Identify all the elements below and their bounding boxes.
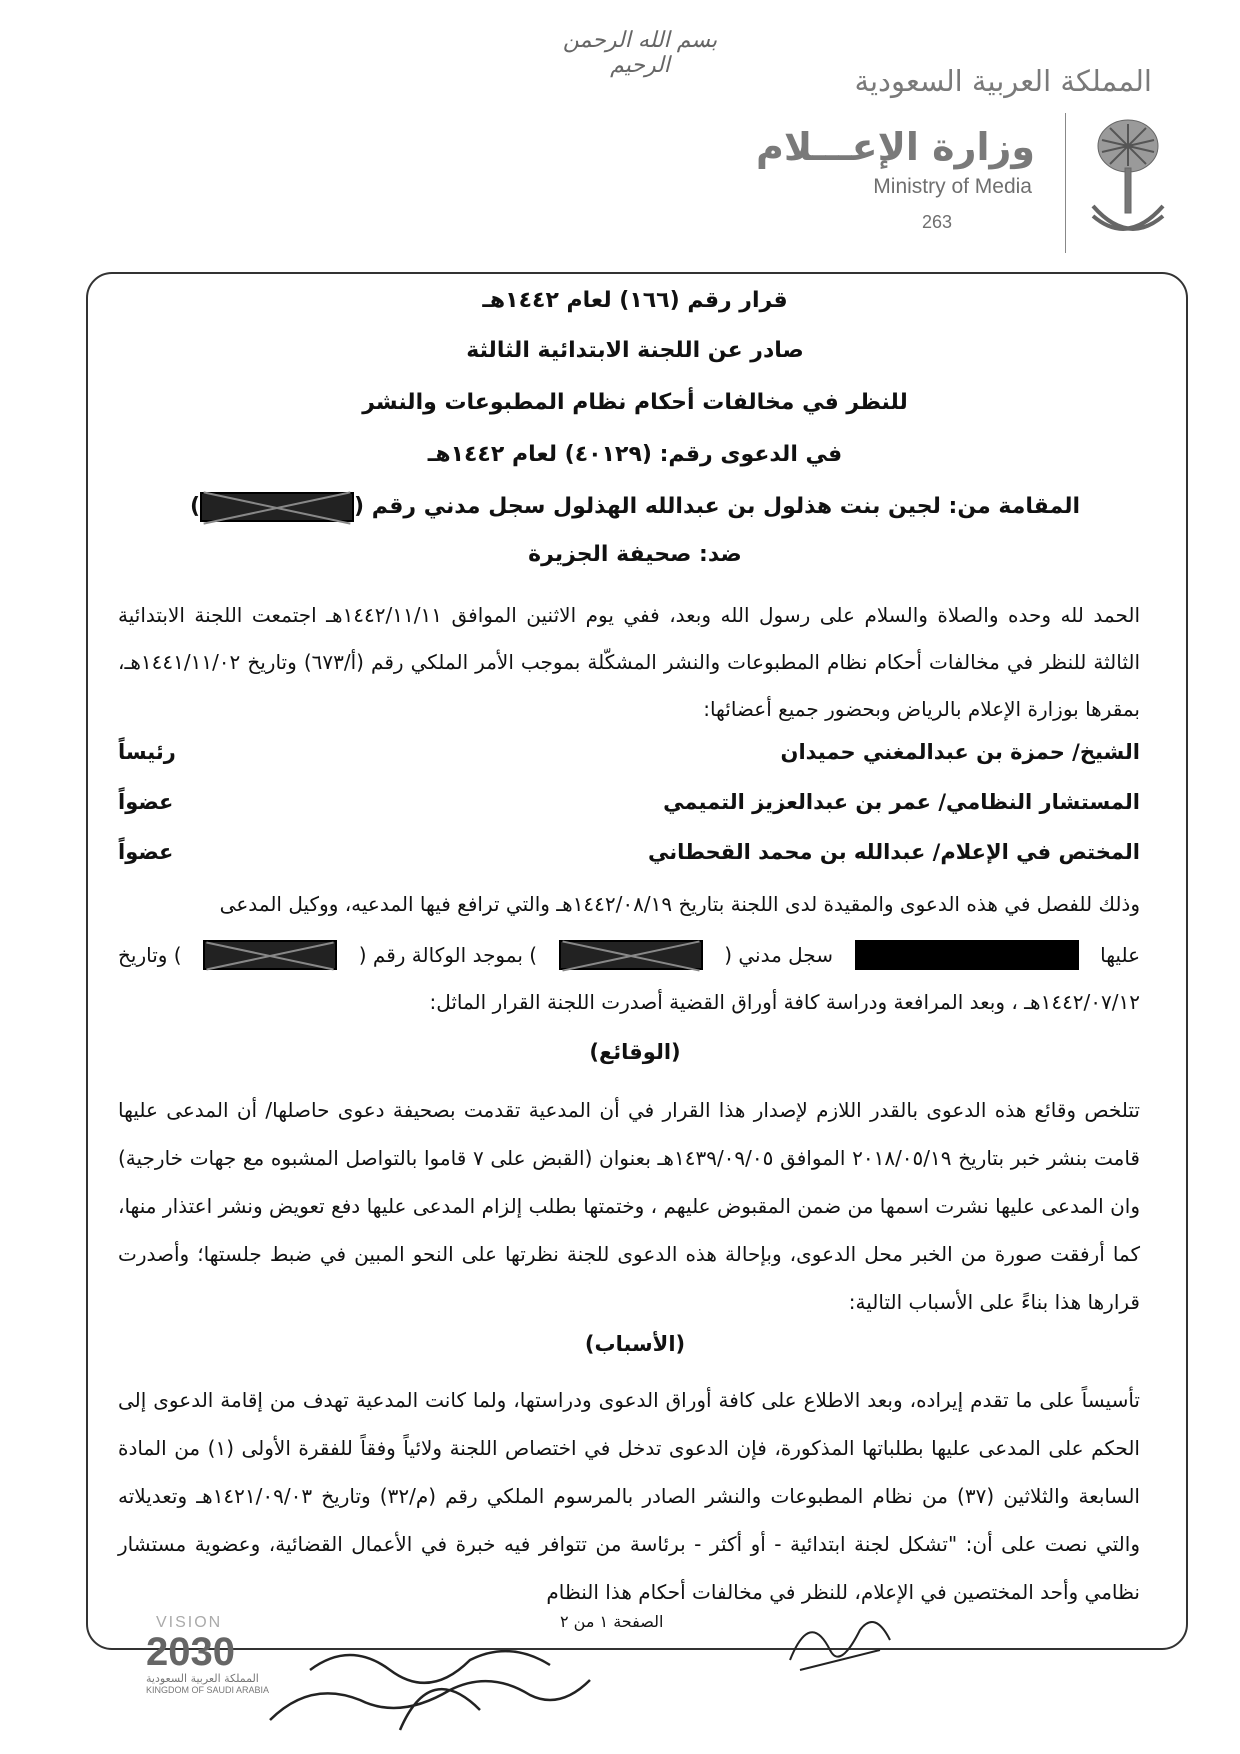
committee-purpose: للنظر في مخالفات أحكام نظام المطبوعات والنشر bbox=[362, 390, 908, 415]
case-number: في الدعوى رقم: (٤٠١٢٩) لعام ١٤٤٢هـ bbox=[427, 442, 843, 467]
page-number: الصفحة ١ من ٢ bbox=[560, 1612, 664, 1631]
member-name: الشيخ/ حمزة بن عبدالمغني حميدان bbox=[780, 740, 1140, 764]
facts-paragraph: تتلخص وقائع هذه الدعوى بالقدر اللازم لإصدار هذا القرار في أن المدعية تقدمت بصحيفة دعوى حاصلها/ أن المدعى عليها قامت بنشر خبر بتاريخ ٢٠١٨/٠٥/١٩ الموافق ١٤٣٩/٠٩/٠٥هـ بعنوان (القبض على ٧ قاموا بالتواصل المشبوه مع جهات خارجية) وان المدعى عليها نشرت اسمها من ضمن المقبوض عليهم ، وختمتها بطلب إلزام المدعى عليها دفع تعويض ونشر اعتذار منها، كما أرفقت صورة من الخبر محل الدعوى، وبإحالة هذه الدعوى للجنة نظرتها على النحو المبين في ضبط جلستها؛ وأصدرت قرارها هذا بناءً على الأسباب التالية: bbox=[118, 1098, 1140, 1314]
redaction-box bbox=[559, 940, 703, 970]
palm-swords-emblem-icon bbox=[1088, 116, 1168, 256]
member-row bbox=[118, 840, 1140, 864]
member-role: عضواً bbox=[118, 790, 174, 814]
redaction-box bbox=[855, 940, 1079, 970]
signature-mark bbox=[780, 1600, 900, 1680]
signature-mark bbox=[250, 1600, 600, 1740]
hearing-text: ) بموجد الوكالة رقم ( bbox=[358, 943, 538, 967]
basmala: بسم الله الرحمن الرحيم bbox=[562, 28, 718, 78]
hearing-text: عليها bbox=[1100, 943, 1140, 967]
decision-title: قرار رقم (١٦٦) لعام ١٤٤٢هـ bbox=[482, 288, 788, 313]
intro-paragraph: الحمد لله وحده والصلاة والسلام على رسول الله وبعد، ففي يوم الاثنين الموافق ١٤٤٢/١١/١١هـ اجتمعت اللجنة الابتدائية الثالثة للنظر في مخالفات أحكام نظام المطبوعات والنشر المشكّلة بموجب الأمر الملكي رقم (أ/٦٧٣) وتاريخ ١٤٤١/١١/٠٢هـ، بمقرها بوزارة الإعلام بالرياض وبحضور جميع أعضائها: bbox=[118, 603, 1141, 721]
hearing-line: ١٤٤٢/٠٧/١٢هـ ، وبعد المرافعة ودراسة كافة أوراق القضية أصدرت اللجنة القرار الماثل: bbox=[429, 990, 1140, 1014]
document-number: 263 bbox=[921, 212, 952, 232]
reasons-heading: (الأسباب) bbox=[584, 1332, 686, 1356]
vision-number: 2030 bbox=[146, 1630, 235, 1674]
hearing-line bbox=[118, 940, 1140, 970]
member-name: المختص في الإعلام/ عبدالله بن محمد القحطاني bbox=[648, 840, 1140, 864]
header-divider bbox=[1065, 113, 1066, 253]
reasons-paragraph: تأسيساً على ما تقدم إيراده، وبعد الاطلاع على كافة أوراق الدعوى ودراستها، ولما كانت المدعية تهدف من إقامة الدعوى إلى الحكم على المدعى عليها بطلباتها المذكورة، فإن الدعوى تدخل في اختصاص اللجنة ولائياً وفقاً للفقرة الأولى (١) من المادة السابعة والثلاثين (٣٧) من نظام المطبوعات والنشر الصادر بالمرسوم الملكي رقم (م/٣٢) وتاريخ ١٤٢١/٠٩/٠٣هـ وتعديلاته والتي نصت على أن: "تشكل لجنة ابتدائية - أو أكثر - برئاسة من تتوافر فيه خبرة في الأعمال القضائية، وعضوية مستشار نظامي وأحد المختصين في الإعلام، للنظر في مخالفات أحكام هذا النظام bbox=[118, 1388, 1140, 1604]
plaintiff-text: المقامة من: لجين بنت هذلول بن عبدالله الهذلول سجل مدني رقم ( bbox=[354, 494, 1081, 519]
ministry-name-arabic: وزارة الإعـــلام bbox=[755, 125, 1035, 169]
vision-arabic: المملكة العربية السعودية bbox=[146, 1672, 259, 1685]
vision-label: VISION bbox=[156, 1614, 223, 1631]
member-role: رئيساً bbox=[118, 740, 176, 764]
facts-heading: (الوقائع) bbox=[589, 1040, 681, 1064]
member-row bbox=[118, 790, 1140, 814]
issuing-committee: صادر عن اللجنة الابتدائية الثالثة bbox=[466, 338, 804, 363]
plaintiff-line bbox=[100, 492, 1170, 522]
member-name: المستشار النظامي/ عمر بن عبدالعزيز التميمي bbox=[663, 790, 1140, 814]
hearing-text: ) وتاريخ bbox=[118, 943, 182, 967]
member-role: عضواً bbox=[118, 840, 174, 864]
hearing-text: سجل مدني ( bbox=[724, 943, 833, 967]
vision-english: KINGDOM OF SAUDI ARABIA bbox=[146, 1685, 270, 1695]
ministry-name-english: Ministry of Media bbox=[873, 175, 1032, 198]
hearing-line: وذلك للفصل في هذه الدعوى والمقيدة لدى اللجنة بتاريخ ١٤٤٢/٠٨/١٩هـ والتي ترافع فيها المدعيه، ووكيل المدعى bbox=[219, 892, 1140, 916]
member-row bbox=[118, 740, 1140, 764]
defendant-line: ضد: صحيفة الجزيرة bbox=[528, 542, 742, 567]
kingdom-name: المملكة العربية السعودية bbox=[854, 64, 1152, 98]
plaintiff-close: ) bbox=[189, 494, 200, 519]
redaction-box bbox=[203, 940, 337, 970]
redaction-box bbox=[200, 492, 354, 522]
